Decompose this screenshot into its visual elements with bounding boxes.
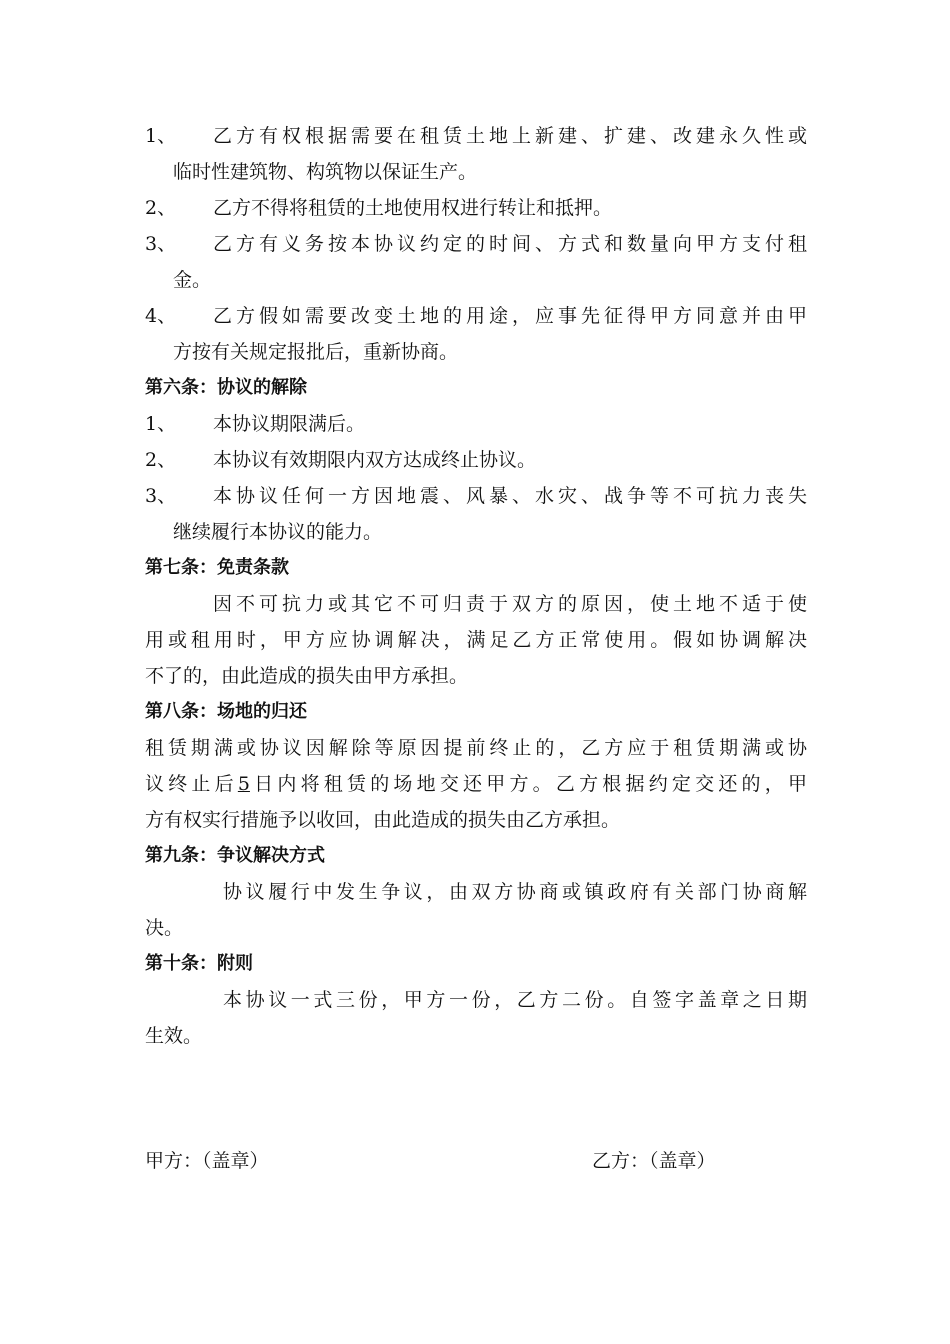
- clause-item: [145, 118, 807, 190]
- item-number: 4、: [145, 305, 177, 327]
- paragraph-line: 用或租用时，甲方应协调解决，满足乙方正常使用。假如协调解决: [145, 629, 807, 651]
- paragraph-line: 协议履行中发生争议，由双方协商或镇政府有关部门协商解: [223, 881, 807, 903]
- item-text: 本协议有效期限内双方达成终止协议。: [213, 449, 537, 471]
- paragraph-line: 生效。: [145, 1025, 203, 1047]
- party-b-signature: 乙方：（盖章）: [592, 1150, 716, 1172]
- paragraph-line: 本协议一式三份，甲方一份，乙方二份。自签字盖章之日期: [223, 989, 807, 1011]
- document-page: [145, 118, 807, 1054]
- section-heading: 第九条：争议解决方式: [145, 845, 325, 866]
- item-text: 乙方有权根据需要在租赁土地上新建、扩建、改建永久性或: [213, 125, 807, 147]
- party-a-signature: 甲方：（盖章）: [145, 1150, 269, 1172]
- section-heading: 第六条：协议的解除: [145, 377, 307, 398]
- paragraph-line: 因不可抗力或其它不可归责于双方的原因，使土地不适于使: [213, 593, 807, 615]
- section-heading: 第七条：免责条款: [145, 557, 289, 578]
- section-heading: 第八条：场地的归还: [145, 701, 307, 722]
- paragraph-line: [145, 766, 807, 802]
- clause-item: [145, 478, 807, 550]
- paragraph-line: 决。: [145, 917, 184, 939]
- item-text-continued: 临时性建筑物、构筑物以保证生产。: [173, 161, 478, 183]
- paragraph-line: 不了的，由此造成的损失由甲方承担。: [145, 665, 469, 687]
- clause-item: [145, 190, 807, 226]
- item-number: 3、: [145, 485, 177, 507]
- paragraph-line: 租赁期满或协议因解除等原因提前终止的，乙方应于租赁期满或协: [145, 737, 807, 759]
- item-number: 2、: [145, 449, 177, 471]
- item-number: 3、: [145, 233, 177, 255]
- section-heading: 第十条：附则: [145, 953, 253, 974]
- item-text-continued: 金。: [173, 269, 212, 291]
- paragraph-text: 日内将租赁的场地交还甲方。乙方根据约定交还的，甲: [249, 773, 807, 795]
- item-text: 本协议期限满后。: [213, 413, 366, 435]
- item-text: 乙方不得将租赁的土地使用权进行转让和抵押。: [213, 197, 613, 219]
- clause-item: [145, 442, 807, 478]
- item-text: 本协议任何一方因地震、风暴、水灾、战争等不可抗力丧失: [213, 485, 807, 507]
- clause-item: [145, 406, 807, 442]
- clause-item: [145, 226, 807, 298]
- paragraph-text: 议终止后: [145, 773, 238, 795]
- paragraph-line: 方有权实行措施予以收回，由此造成的损失由乙方承担。: [145, 809, 621, 831]
- item-text: 乙方有义务按本协议约定的时间、方式和数量向甲方支付租: [213, 233, 807, 255]
- item-text-continued: 方按有关规定报批后，重新协商。: [173, 341, 459, 363]
- item-text-continued: 继续履行本协议的能力。: [173, 521, 383, 543]
- item-number: 2、: [145, 197, 177, 219]
- item-text: 乙方假如需要改变土地的用途，应事先征得甲方同意并由甲: [213, 305, 807, 327]
- item-number: 1、: [145, 125, 177, 147]
- days-value: 5: [237, 773, 250, 795]
- item-number: 1、: [145, 413, 177, 435]
- clause-item: [145, 298, 807, 370]
